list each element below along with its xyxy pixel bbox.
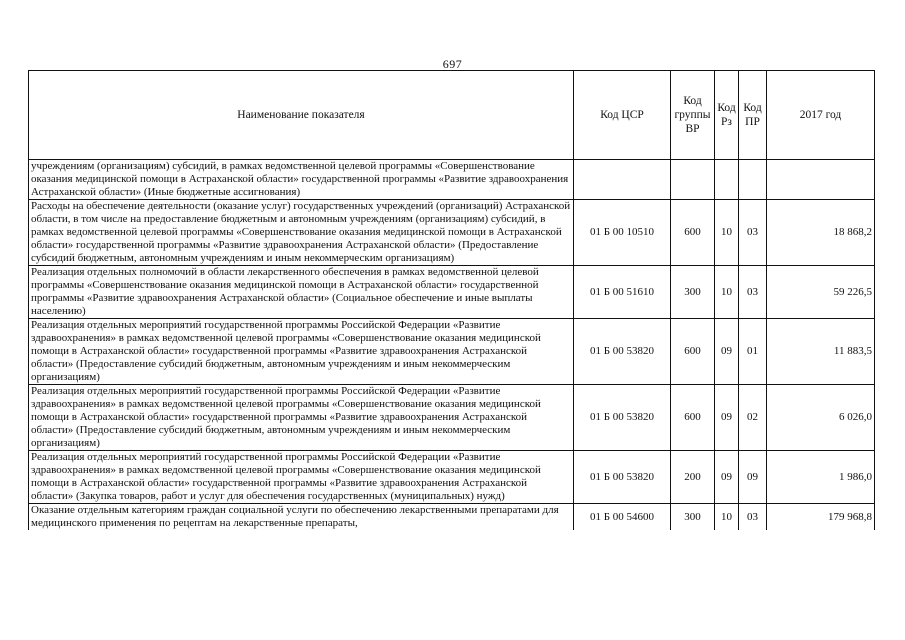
row-pr <box>739 160 767 200</box>
row-name: Оказание отдельным категориям граждан социальной услуги по обеспечению лекарственными препаратами для медицинского применения по рецептам на лекарственные препараты, <box>29 504 574 531</box>
header-vr: Код группы ВР <box>671 71 715 160</box>
table-header <box>29 71 875 160</box>
row-pr: 02 <box>739 385 767 451</box>
row-vr: 600 <box>671 319 715 385</box>
row-csr: 01 Б 00 54600 <box>574 504 671 531</box>
row-pr: 01 <box>739 319 767 385</box>
table-row <box>29 266 875 319</box>
row-rz <box>715 160 739 200</box>
header-rz: Код Рз <box>715 71 739 160</box>
row-amount <box>767 160 875 200</box>
row-vr: 200 <box>671 451 715 504</box>
budget-table <box>28 70 875 530</box>
table-row <box>29 504 875 531</box>
page-number: 697 <box>442 57 463 71</box>
table-row <box>29 200 875 266</box>
row-rz: 10 <box>715 266 739 319</box>
row-amount: 59 226,5 <box>767 266 875 319</box>
row-csr: 01 Б 00 53820 <box>574 385 671 451</box>
header-pr: Код ПР <box>739 71 767 160</box>
row-amount: 1 986,0 <box>767 451 875 504</box>
row-name: учреждениям (организациям) субсидий, в рамках ведомственной целевой программы «Совершенствование оказания медицинской помощи в Астраханской области» государственной программы «Развитие здравоохранения Астраханской области» (Иные бюджетные ассигнования) <box>29 160 574 200</box>
table-row <box>29 385 875 451</box>
table-row <box>29 451 875 504</box>
row-vr <box>671 160 715 200</box>
row-pr: 09 <box>739 451 767 504</box>
row-csr: 01 Б 00 53820 <box>574 319 671 385</box>
row-vr: 300 <box>671 266 715 319</box>
row-name: Реализация отдельных мероприятий государственной программы Российской Федерации «Развитие здравоохранения» в рамках ведомственной целевой программы «Совершенствование оказания медицинской помощи в Астраханской области» государственной программы «Развитие здравоохранения Астраханской области» (Предоставление субсидий бюджетным, автономным учреждениям и иным некоммерческим организациям) <box>29 385 574 451</box>
row-amount: 179 968,8 <box>767 504 875 531</box>
header-csr: Код ЦСР <box>574 71 671 160</box>
row-rz: 09 <box>715 319 739 385</box>
row-rz: 09 <box>715 385 739 451</box>
row-pr: 03 <box>739 266 767 319</box>
row-amount: 11 883,5 <box>767 319 875 385</box>
header-name: Наименование показателя <box>29 71 574 160</box>
row-vr: 600 <box>671 200 715 266</box>
row-name: Расходы на обеспечение деятельности (оказание услуг) государственных учреждений (организаций) Астраханской области, в том числе на предоставление бюджетным и автономным учреждениям (организациям) субсидий, в рамках ведомственной целевой программы «Совершенствование оказания медицинской помощи в Астраханской области» государственной программы «Развитие здравоохранения Астраханской области» (Предоставление субсидий бюджетным, автономным учреждениям и иным некоммерческим организациям) <box>29 200 574 266</box>
header-row <box>29 71 875 160</box>
row-name: Реализация отдельных полномочий в области лекарственного обеспечения в рамках ведомственной целевой программы «Совершенствование оказания медицинской помощи в Астраханской области» государственной программы «Развитие здравоохранения Астраханской области» (Социальное обеспечение и иные выплаты населению) <box>29 266 574 319</box>
row-vr: 300 <box>671 504 715 531</box>
header-amount: 2017 год <box>767 71 875 160</box>
row-amount: 18 868,2 <box>767 200 875 266</box>
table-body <box>29 160 875 531</box>
row-rz: 10 <box>715 200 739 266</box>
row-rz: 09 <box>715 451 739 504</box>
row-csr: 01 Б 00 53820 <box>574 451 671 504</box>
row-amount: 6 026,0 <box>767 385 875 451</box>
row-csr: 01 Б 00 10510 <box>574 200 671 266</box>
table-row <box>29 319 875 385</box>
row-pr: 03 <box>739 504 767 531</box>
row-rz: 10 <box>715 504 739 531</box>
row-vr: 600 <box>671 385 715 451</box>
row-name: Реализация отдельных мероприятий государственной программы Российской Федерации «Развитие здравоохранения» в рамках ведомственной целевой программы «Совершенствование оказания медицинской помощи в Астраханской области» государственной программы «Развитие здравоохранения Астраханской области» (Закупка товаров, работ и услуг для обеспечения государственных (муниципальных) нужд) <box>29 451 574 504</box>
row-csr <box>574 160 671 200</box>
table-row <box>29 160 875 200</box>
row-name: Реализация отдельных мероприятий государственной программы Российской Федерации «Развитие здравоохранения» в рамках ведомственной целевой программы «Совершенствование оказания медицинской помощи в Астраханской области» государственной программы «Развитие здравоохранения Астраханской области» (Предоставление субсидий бюджетным, автономным учреждениям и иным некоммерческим организациям) <box>29 319 574 385</box>
row-pr: 03 <box>739 200 767 266</box>
row-csr: 01 Б 00 51610 <box>574 266 671 319</box>
